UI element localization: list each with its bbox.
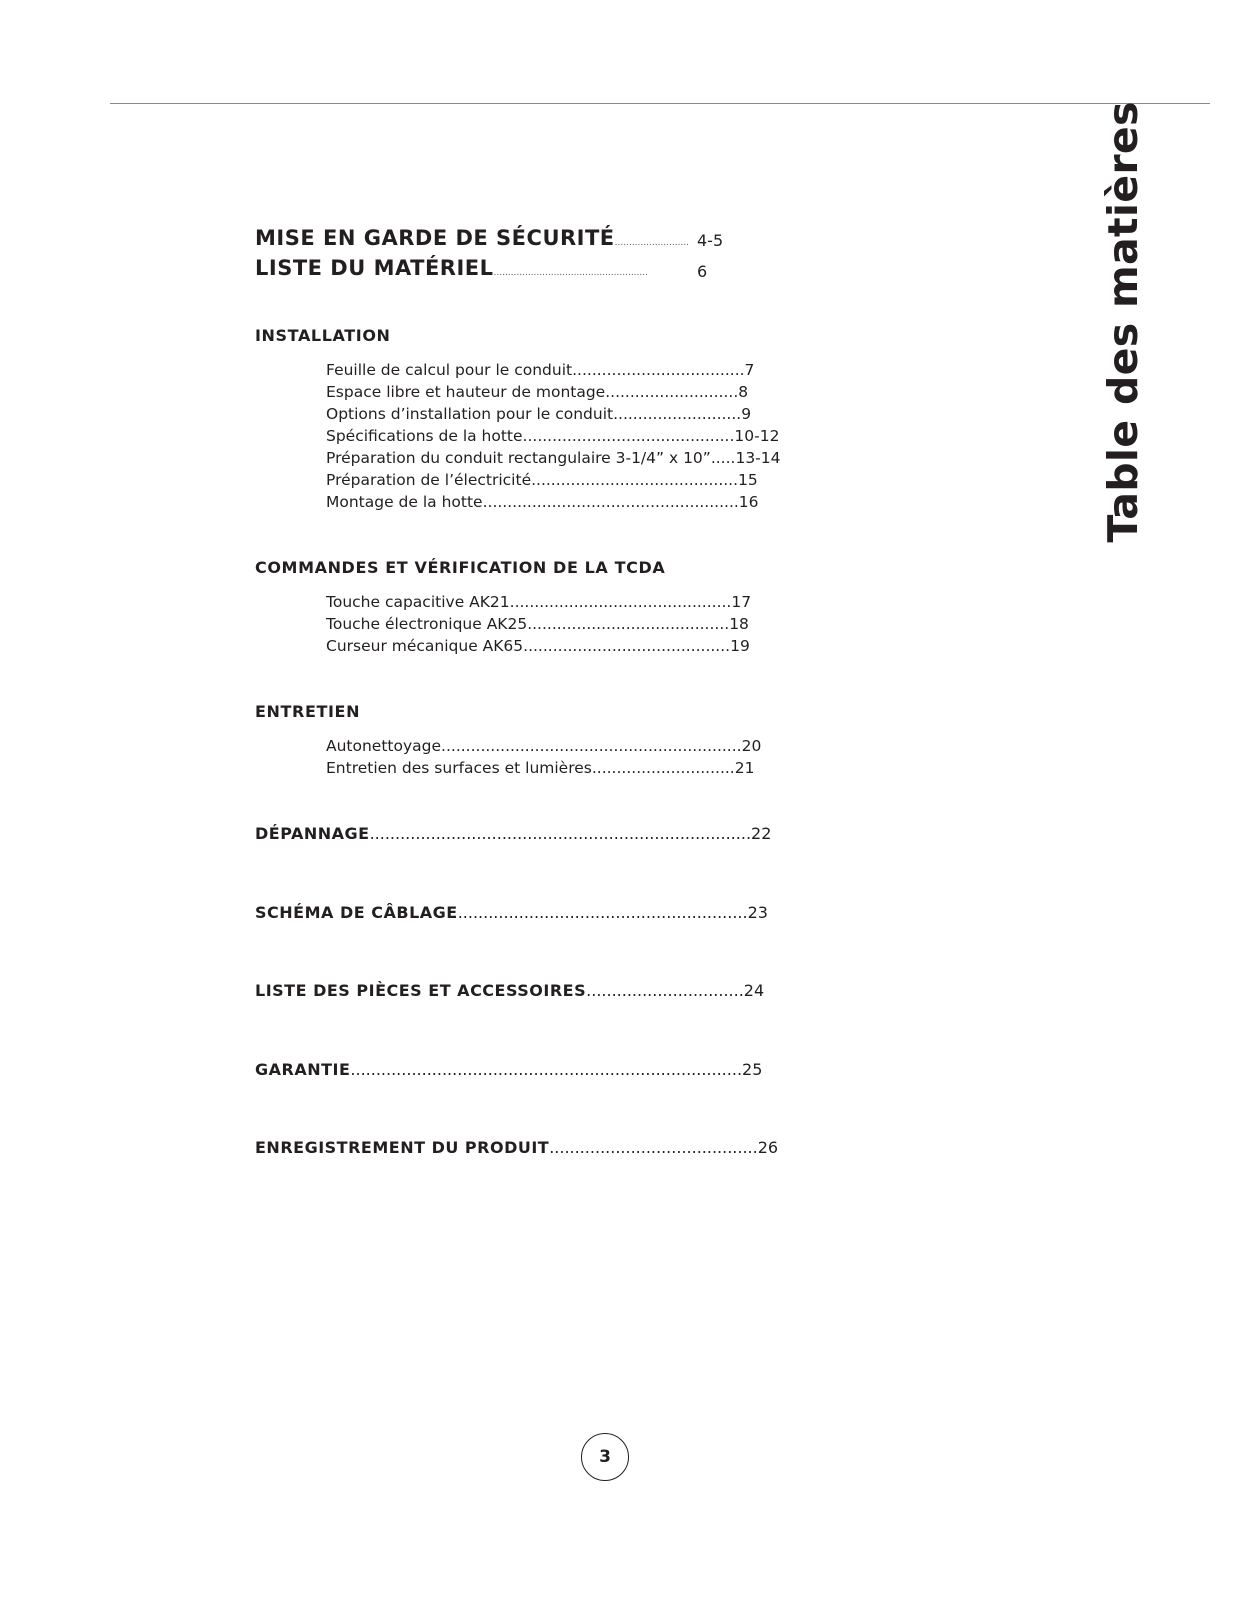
entry-leader: ......................................................: [493, 268, 648, 278]
entry-label: LISTE DU MATÉRIEL: [255, 256, 494, 280]
entry-leader-page: ...............................24: [586, 981, 765, 1000]
section-heading-installation: INSTALLATION: [255, 326, 391, 345]
entry-leader-page: ...........................................................................22: [369, 824, 772, 843]
entry-leader-page: .............................................................................25: [350, 1060, 763, 1079]
toc-item[interactable]: Préparation du conduit rectangulaire 3-1/4” x 10”.....13-14: [326, 449, 781, 467]
entry-leader: ..........................: [614, 238, 690, 248]
entry-page: 6: [697, 262, 708, 281]
toc-item[interactable]: Autonettoyage.............................................................20: [326, 737, 762, 755]
side-title: Table des matières: [1099, 101, 1147, 543]
toc-entry-depannage[interactable]: [255, 824, 771, 843]
toc-entry-cablage[interactable]: [255, 903, 768, 922]
top-rule: [110, 103, 1210, 104]
toc-entry-materiel[interactable]: [255, 256, 648, 280]
toc-item[interactable]: Montage de la hotte....................................................16: [326, 493, 759, 511]
toc-item[interactable]: Espace libre et hauteur de montage...........................8: [326, 383, 749, 401]
section-heading-commandes: COMMANDES ET VÉRIFICATION DE LA TCDA: [255, 558, 666, 577]
entry-label: LISTE DES PIÈCES ET ACCESSOIRES: [255, 981, 587, 1000]
toc-item[interactable]: Préparation de l’électricité..........................................15: [326, 471, 758, 489]
toc-item[interactable]: Curseur mécanique AK65..........................................19: [326, 637, 750, 655]
entry-label: MISE EN GARDE DE SÉCURITÉ: [255, 226, 615, 250]
entry-leader-page: .........................................................23: [457, 903, 768, 922]
entry-label: GARANTIE: [255, 1060, 351, 1079]
toc-item[interactable]: Spécifications de la hotte...........................................10-12: [326, 427, 780, 445]
entry-label: DÉPANNAGE: [255, 824, 370, 843]
toc-entry-garantie[interactable]: [255, 1060, 762, 1079]
toc-item[interactable]: Touche électronique AK25.........................................18: [326, 615, 749, 633]
toc-entry-pieces[interactable]: [255, 981, 764, 1000]
toc-entry-securite[interactable]: [255, 226, 689, 250]
page-number: 3: [581, 1433, 629, 1481]
toc-item[interactable]: Feuille de calcul pour le conduit...................................7: [326, 361, 755, 379]
section-heading-entretien: ENTRETIEN: [255, 702, 361, 721]
entry-label: ENREGISTREMENT DU PRODUIT: [255, 1138, 550, 1157]
toc-item[interactable]: Touche capacitive AK21.............................................17: [326, 593, 752, 611]
entry-page: 4-5: [697, 231, 724, 250]
entry-label: SCHÉMA DE CÂBLAGE: [255, 903, 458, 922]
toc-item[interactable]: Options d’installation pour le conduit..........................9: [326, 405, 752, 423]
toc-entry-enregistrement[interactable]: [255, 1138, 778, 1157]
entry-leader-page: .........................................26: [549, 1138, 779, 1157]
toc-item[interactable]: Entretien des surfaces et lumières.............................21: [326, 759, 755, 777]
